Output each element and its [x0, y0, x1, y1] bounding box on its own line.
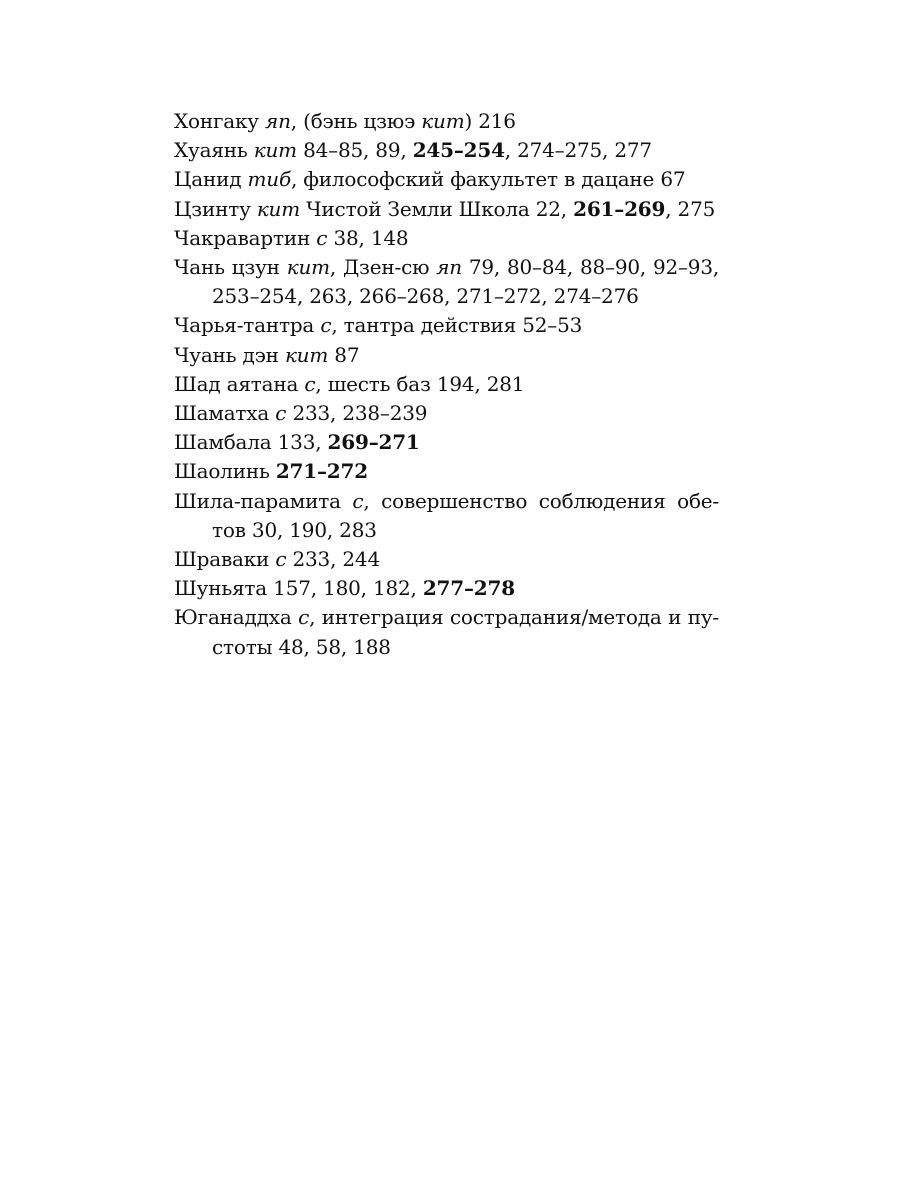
- index-entry-hongaku: Хонгаку яп, (бэнь цзюэ кит) 216: [174, 109, 516, 133]
- index-entry-shaolin: Шаолинь 271–272: [174, 459, 368, 484]
- index-entry-tsanid: Цанид тиб, философский факультет в дацане 67: [174, 167, 686, 192]
- index-entry-shad-ayatana: Шад аятана с, шесть баз 194, 281: [174, 371, 525, 396]
- index-entry-shila-paramita: Шила-парамита с, совершенство соблюдения обе-тов 30, 190, 283: [174, 488, 719, 542]
- index-entry-chuan-deng: Чуань дэн кит 87: [174, 342, 360, 367]
- index-entry-shamatha: Шаматха с 233, 238–239: [174, 401, 428, 426]
- index-entry-shunyata: Шуньята 157, 180, 182, 277–278: [174, 576, 515, 601]
- index-entry-charya-tantra: Чарья-тантра с, тантра действия 52–53: [174, 313, 583, 338]
- index-entry-yuganaddha: Юганаддха с, интеграция сострадания/метода и пу-стоты 48, 58, 188: [174, 605, 719, 659]
- index-entry-chan: Чань цзун кит, Дзен-сю яп 79, 80–84, 88–90, 92–93, 253–254, 263, 266–268, 271–272, 274–276: [174, 255, 720, 309]
- index-entry-shravaki: Шраваки с 233, 244: [174, 547, 380, 572]
- index-entry-chakravartin: Чакравартин с 38, 148: [174, 225, 409, 250]
- index-entry-huayan: Хуаянь кит 84–85, 89, 245–254, 274–275, 277: [174, 138, 652, 163]
- index-entry-shambala: Шамбала 133, 269–271: [174, 430, 420, 455]
- glossary-index: [174, 107, 719, 662]
- index-entry-jingtu: Цзинту кит Чистой Земли Школа 22, 261–269, 275: [174, 196, 716, 221]
